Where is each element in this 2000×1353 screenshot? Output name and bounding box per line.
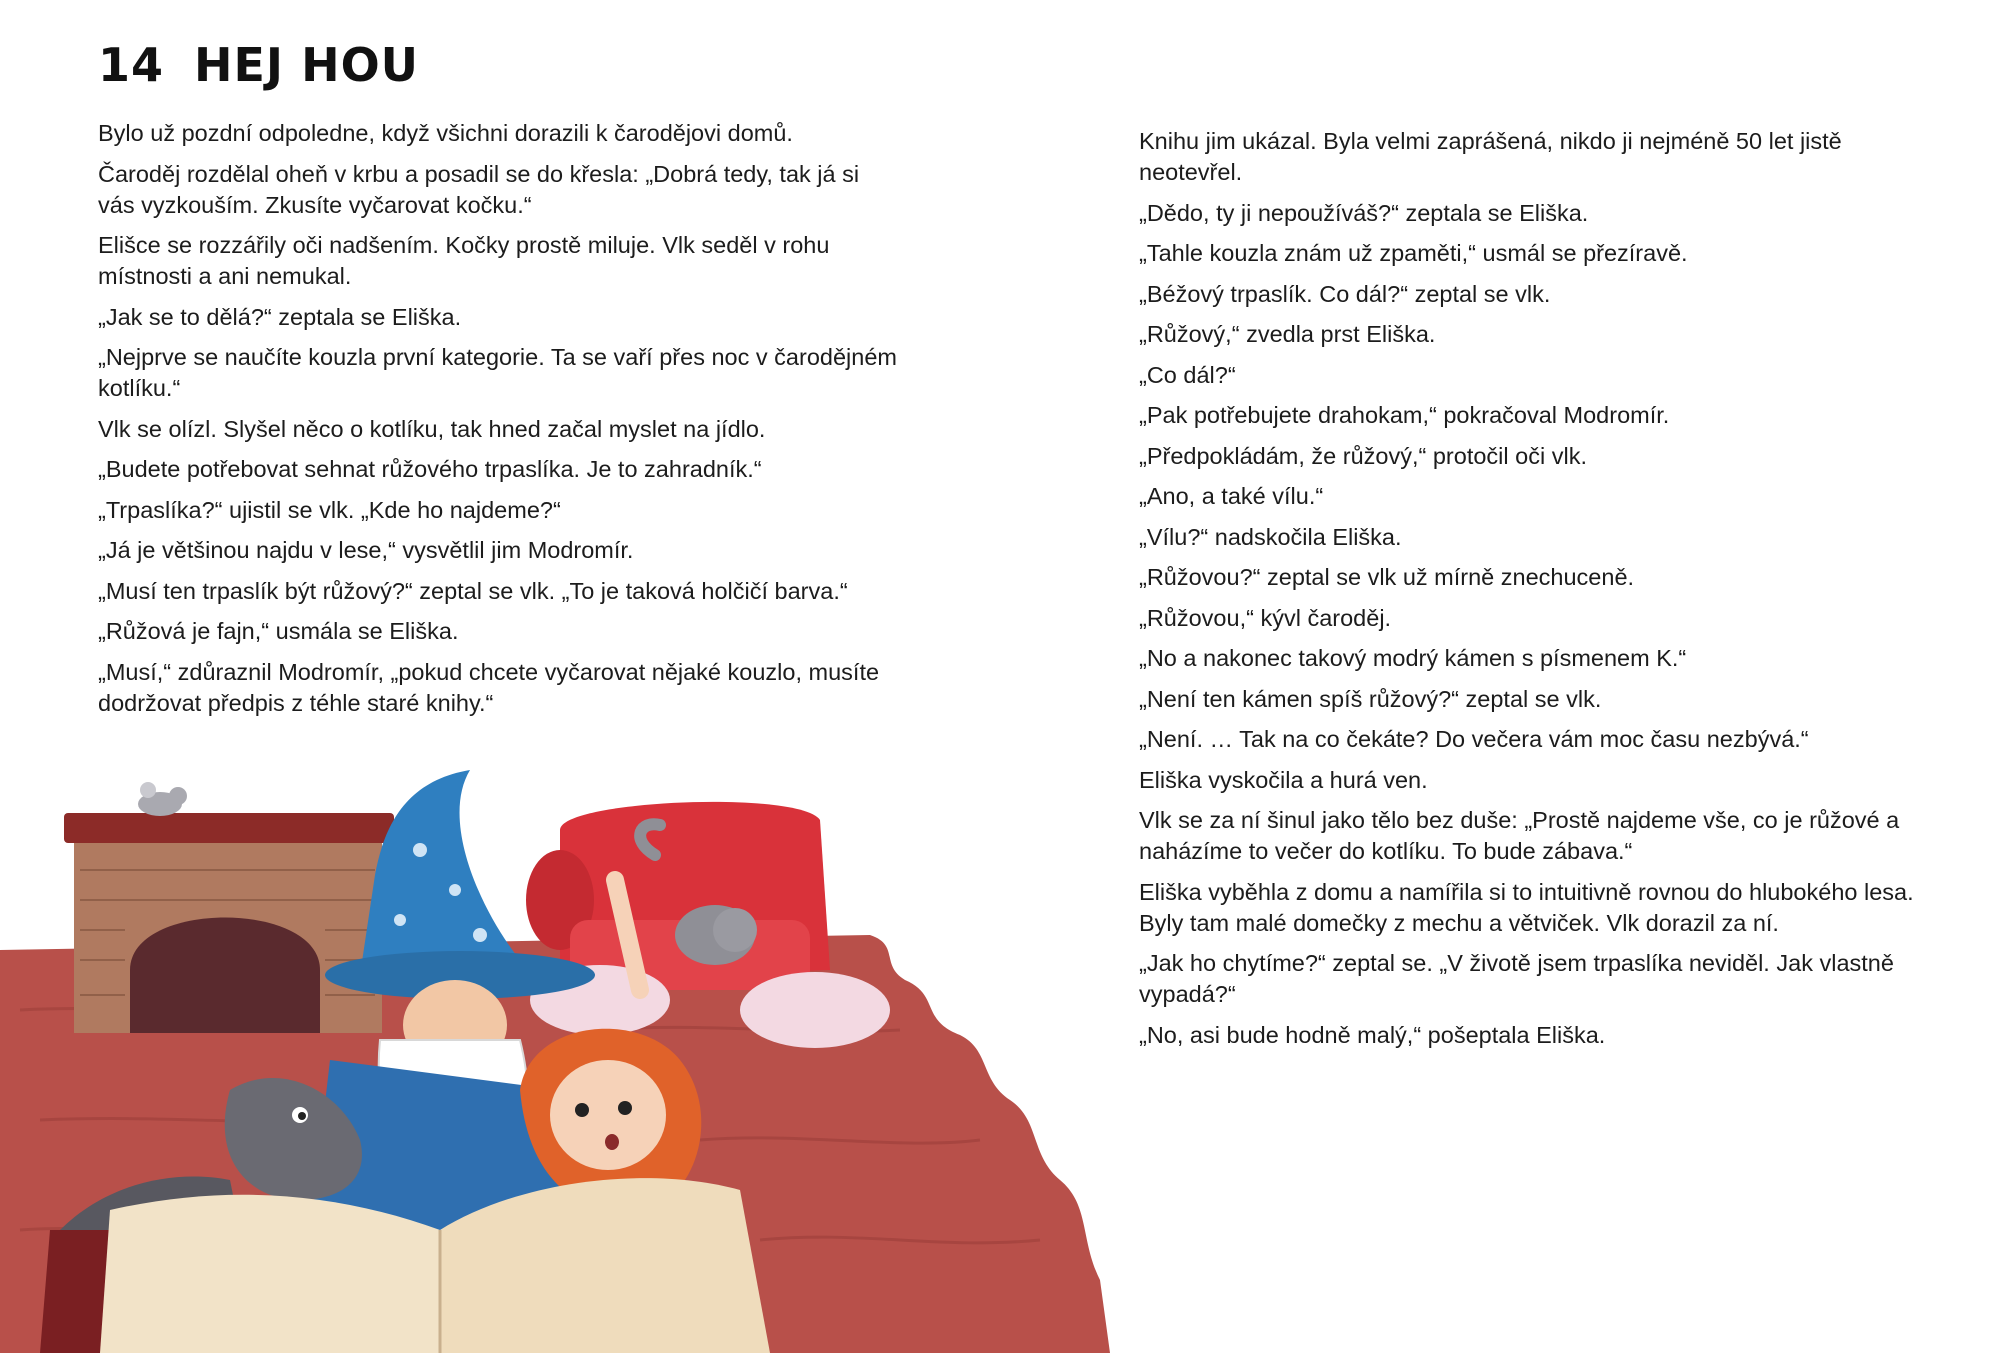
- wizard-reading-illustration: [0, 760, 1140, 1353]
- paragraph: „No a nakonec takový modrý kámen s písmenem K.“: [1139, 645, 1687, 671]
- paragraph: Knihu jim ukázal. Byla velmi zaprášená, nikdo ji nejméně 50 let jistě neotevřel.: [1139, 128, 1842, 185]
- illustration-svg: [0, 760, 1140, 1353]
- paragraph: „Jak se to dělá?“ zeptala se Eliška.: [98, 303, 462, 330]
- paragraph: „Není. … Tak na co čekáte? Do večera vám moc času nezbývá.“: [1139, 726, 1809, 752]
- paragraph: „Růžová je fajn,“ usmála se Eliška.: [98, 618, 459, 644]
- paragraph: „Trpaslíka?“ ujistil se vlk. „Kde ho najdeme?“: [98, 496, 561, 523]
- paragraph: Elišce se rozzářily oči nadšením. Kočky prostě miluje. Vlk seděl v rohu místnosti a ani nemukal.: [98, 232, 830, 289]
- chapter-title: HEJ HOU: [194, 38, 420, 92]
- paragraph: „Vílu?“ nadskočila Eliška.: [1139, 523, 1402, 550]
- paragraph: „Dědo, ty ji nepoužíváš?“ zeptala se Eliška.: [1139, 199, 1589, 226]
- paragraph: „Já je většinou najdu v lese,“ vysvětlil jim Modromír.: [98, 537, 634, 563]
- paragraph: Bylo už pozdní odpoledne, když všichni dorazili k čarodějovi domů.: [98, 120, 793, 146]
- paragraph: „Tahle kouzla znám už zpaměti,“ usmál se přezíravě.: [1139, 240, 1688, 266]
- left-text-column: [98, 118, 898, 728]
- right-text-column: [1139, 126, 1939, 1060]
- paragraph: „Co dál?“: [1139, 361, 1236, 388]
- paragraph: „Jak ho chytíme?“ zeptal se. „V životě jsem trpaslíka neviděl. Jak vlastně vypadá?“: [1139, 950, 1894, 1007]
- rug: [740, 972, 890, 1048]
- paragraph: „No, asi bude hodně malý,“ pošeptala Eliška.: [1139, 1021, 1606, 1048]
- fireplace: [64, 813, 394, 1033]
- chapter-heading: [98, 38, 419, 92]
- paragraph: „Není ten kámen spíš růžový?“ zeptal se vlk.: [1139, 685, 1602, 712]
- paragraph: „Růžovou,“ kývl čaroděj.: [1139, 604, 1392, 631]
- paragraph: „Budete potřebovat sehnat růžového trpaslíka. Je to zahradník.“: [98, 456, 762, 482]
- paragraph: „Musí,“ zdůraznil Modromír, „pokud chcete vyčarovat nějaké kouzlo, musíte dodržovat předpis z téhle staré knihy.“: [98, 658, 880, 716]
- paragraph: Čaroděj rozdělal oheň v krbu a posadil se do křesla: „Dobrá tedy, tak já si vás vyzkouším. Zkusíte vyčarovat kočku.“: [98, 160, 860, 218]
- paragraph: „Nejprve se naučíte kouzla první kategorie. Ta se vaří přes noc v čarodějném kotlíku.“: [98, 344, 897, 401]
- paragraph: Eliška vyskočila a hurá ven.: [1139, 766, 1428, 793]
- paragraph: „Béžový trpaslík. Co dál?“ zeptal se vlk.: [1139, 280, 1551, 307]
- paragraph: „Ano, a také vílu.“: [1139, 483, 1324, 509]
- paragraph: „Pak potřebujete drahokam,“ pokračoval Modromír.: [1139, 402, 1670, 428]
- paragraph: „Růžový,“ zvedla prst Eliška.: [1139, 321, 1436, 347]
- paragraph: „Růžovou?“ zeptal se vlk už mírně znechuceně.: [1139, 564, 1635, 590]
- paragraph: „Předpokládám, že růžový,“ protočil oči vlk.: [1139, 442, 1587, 469]
- paragraph: Eliška vyběhla z domu a namířila si to intuitivně rovnou do hlubokého lesa. Byly tam malé domečky z mechu a větviček. Vlk dorazil za ní.: [1139, 878, 1914, 936]
- paragraph: „Musí ten trpaslík být růžový?“ zeptal se vlk. „To je taková holčičí barva.“: [98, 577, 848, 604]
- chapter-number: 14: [98, 38, 165, 92]
- paragraph: Vlk se olízl. Slyšel něco o kotlíku, tak hned začal myslet na jídlo.: [98, 415, 766, 442]
- mouse: [138, 782, 187, 816]
- paragraph: Vlk se za ní šinul jako tělo bez duše: „Prostě najdeme vše, co je růžové a naházíme to večer do kotlíku. To bude zábava.“: [1139, 807, 1900, 864]
